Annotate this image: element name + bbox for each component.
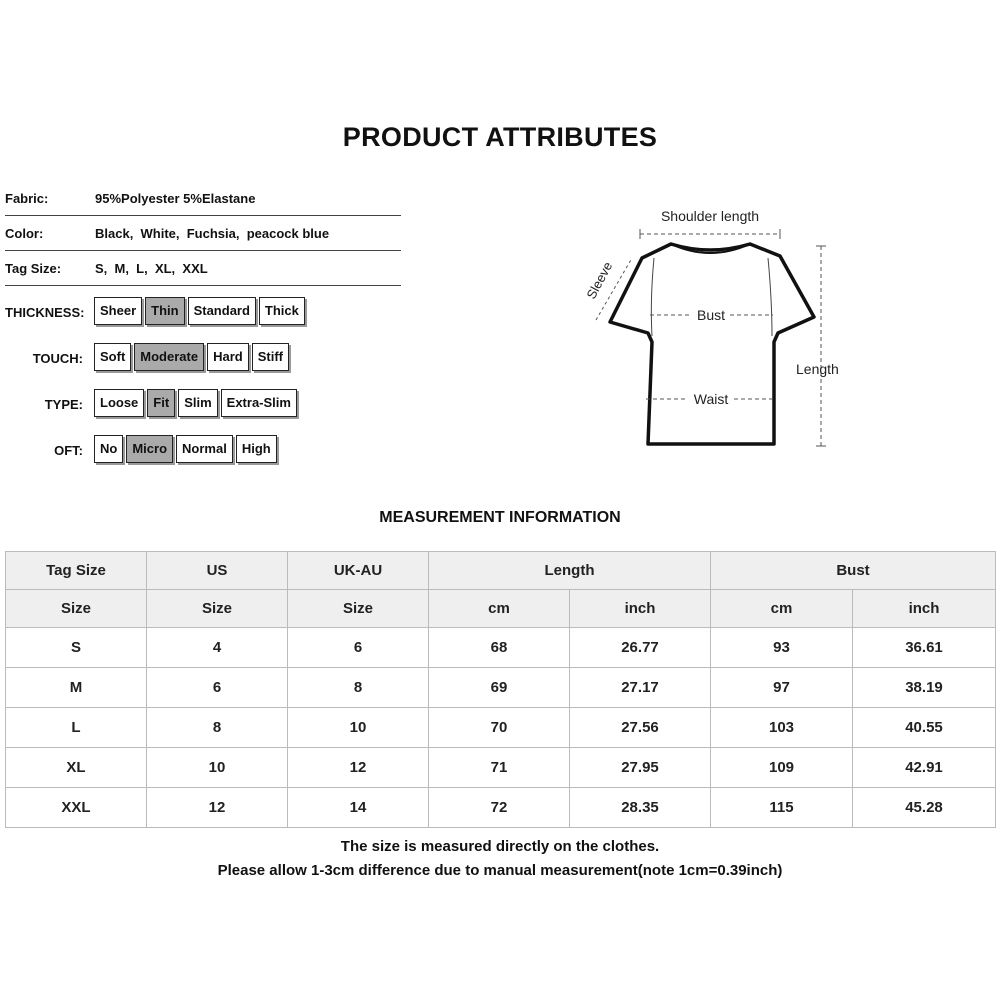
table-cell: 27.56: [570, 708, 711, 748]
table-cell: 70: [429, 708, 570, 748]
sleeve-text: Sleeve: [583, 259, 616, 302]
table-cell: 72: [429, 788, 570, 828]
table-row: [6, 748, 996, 788]
thickness-options: [94, 297, 305, 325]
table-cell: 45.28: [853, 788, 996, 828]
table-cell: S: [6, 628, 147, 668]
table-cell: 40.55: [853, 708, 996, 748]
option-thin[interactable]: Thin: [145, 297, 184, 325]
table-cell: 10: [288, 708, 429, 748]
table-cell: XL: [6, 748, 147, 788]
header-cell: Size: [288, 590, 429, 628]
table-cell: 8: [288, 668, 429, 708]
table-row: [6, 628, 996, 668]
header-cell: cm: [429, 590, 570, 628]
table-cell: 12: [147, 788, 288, 828]
header-cell: inch: [570, 590, 711, 628]
option-sheer[interactable]: Sheer: [94, 297, 142, 325]
table-cell: 97: [711, 668, 853, 708]
header-cell: cm: [711, 590, 853, 628]
attr-label: Fabric:: [5, 191, 49, 206]
table-cell: 38.19: [853, 668, 996, 708]
waist-text: Waist: [693, 391, 729, 407]
table-cell: 71: [429, 748, 570, 788]
option-micro[interactable]: Micro: [126, 435, 173, 463]
measurement-table: [5, 551, 996, 828]
table-cell: 69: [429, 668, 570, 708]
attr-value: 95%Polyester 5%Elastane: [95, 191, 256, 206]
table-cell: 6: [288, 628, 429, 668]
option-hard[interactable]: Hard: [207, 343, 249, 371]
table-cell: 28.35: [570, 788, 711, 828]
option-standard[interactable]: Standard: [188, 297, 256, 325]
tshirt-outline: [610, 244, 814, 444]
header-cell: US: [147, 552, 288, 590]
table-cell: 14: [288, 788, 429, 828]
table-header-row: [6, 552, 996, 590]
tshirt-diagram: [570, 195, 860, 460]
attr-label: Tag Size:: [5, 261, 62, 276]
attr-row-tag-size: [5, 251, 401, 286]
table-cell: 4: [147, 628, 288, 668]
touch-options: [94, 343, 289, 371]
option-stiff[interactable]: Stiff: [252, 343, 289, 371]
header-cell: Tag Size: [6, 552, 147, 590]
table-cell: M: [6, 668, 147, 708]
table-cell: 27.95: [570, 748, 711, 788]
table-subheader-row: [6, 590, 996, 628]
header-cell: UK-AU: [288, 552, 429, 590]
oft-label: OFT:: [54, 443, 83, 458]
option-thick[interactable]: Thick: [259, 297, 305, 325]
table-row: [6, 708, 996, 748]
table-cell: 12: [288, 748, 429, 788]
header-cell: Bust: [711, 552, 996, 590]
table-cell: 103: [711, 708, 853, 748]
attr-value: Black, White, Fuchsia, peacock blue: [95, 226, 330, 241]
shoulder-text: Shoulder length: [660, 208, 760, 224]
table-cell: 36.61: [853, 628, 996, 668]
table-cell: XXL: [6, 788, 147, 828]
table-cell: 10: [147, 748, 288, 788]
type-label: TYPE:: [44, 397, 83, 412]
table-cell: 27.17: [570, 668, 711, 708]
note-line-2: Please allow 1-3cm difference due to manual measurement(note 1cm=0.39inch): [217, 862, 783, 879]
header-cell: Length: [429, 552, 711, 590]
attr-row-fabric: [5, 181, 401, 216]
table-cell: 8: [147, 708, 288, 748]
table-cell: 115: [711, 788, 853, 828]
page-title: PRODUCT ATTRIBUTES: [342, 122, 658, 152]
oft-options: [94, 435, 277, 463]
note-line-1: The size is measured directly on the clothes.: [340, 838, 660, 855]
option-loose[interactable]: Loose: [94, 389, 144, 417]
table-cell: 26.77: [570, 628, 711, 668]
option-no[interactable]: No: [94, 435, 123, 463]
option-normal[interactable]: Normal: [176, 435, 233, 463]
touch-label: TOUCH:: [32, 351, 83, 366]
thickness-label: THICKNESS:: [5, 305, 85, 320]
table-cell: L: [6, 708, 147, 748]
bust-text: Bust: [696, 307, 726, 323]
table-cell: 68: [429, 628, 570, 668]
option-high[interactable]: High: [236, 435, 277, 463]
attr-label: Color:: [5, 226, 44, 241]
table-row: [6, 668, 996, 708]
option-extra-slim[interactable]: Extra-Slim: [221, 389, 297, 417]
header-cell: Size: [6, 590, 147, 628]
table-cell: 6: [147, 668, 288, 708]
measurement-title: MEASUREMENT INFORMATION: [379, 509, 621, 526]
option-moderate[interactable]: Moderate: [134, 343, 204, 371]
attr-value: S, M, L, XL, XXL: [95, 261, 208, 276]
header-cell: Size: [147, 590, 288, 628]
attr-row-color: [5, 216, 401, 251]
option-fit[interactable]: Fit: [147, 389, 175, 417]
type-options: [94, 389, 297, 417]
length-text: Length: [796, 361, 839, 377]
header-cell: inch: [853, 590, 996, 628]
option-slim[interactable]: Slim: [178, 389, 217, 417]
table-cell: 109: [711, 748, 853, 788]
table-cell: 93: [711, 628, 853, 668]
table-row: [6, 788, 996, 828]
option-soft[interactable]: Soft: [94, 343, 131, 371]
table-cell: 42.91: [853, 748, 996, 788]
